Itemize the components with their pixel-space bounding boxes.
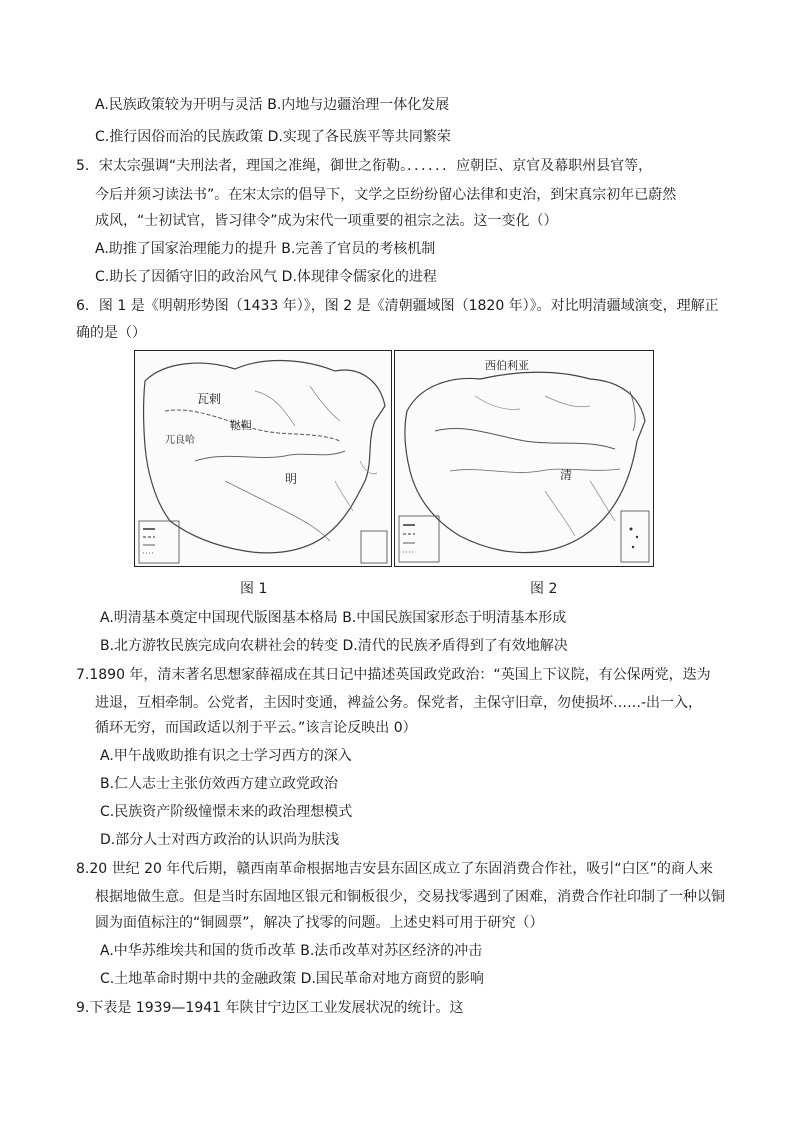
- q5-options-ab: A.助推了国家治理能力的提升 B.完善了官员的考核机制: [95, 241, 436, 257]
- q7-stem-line2: 进退，互相牵制。公党者，主因时变通，裨益公务。保党者，主保守旧章，勿使损坏……-出一入，: [95, 695, 703, 711]
- q7-option-a: A.甲午战败助推有识之士学习西方的深入: [100, 748, 352, 764]
- qing-map-figure: [394, 350, 654, 567]
- q8-options-cd: C.土地革命时期中共的金融政策 D.国民革命对地方商贸的影响: [100, 971, 484, 987]
- q7-option-d: D.部分人士对西方政治的认识尚为肤浅: [100, 832, 340, 848]
- q4-options-ab: A.民族政策较为开明与灵活 B.内地与边疆治理一体化发展: [95, 97, 450, 113]
- q5-options-cd: C.助长了因循守旧的政治风气 D.体现律令儒家化的进程: [95, 269, 437, 285]
- ming-map-label-ming: 明: [285, 472, 298, 486]
- qing-map-label-siberia: 西伯利亚: [485, 359, 529, 372]
- q6-options-ab: A.明清基本奠定中国现代版图基本格局 B.中国民族国家形态于明清基本形成: [100, 610, 567, 626]
- q5-stem-line2: 今后并须习读法书”。在宋太宗的倡导下，文学之臣纷纷留心法律和吏治，到宋真宗初年已蔚然: [95, 187, 677, 203]
- q7-stem-line3: 循环无穷，而国政适以剂于平云。”该言论反映出 0）: [95, 720, 417, 736]
- q6-stem-line1: 6．图 1 是《明朝形势图（1433 年）》，图 2 是《清朝疆域图（1820 年）》。对比明清疆域演变，理解正: [76, 298, 719, 314]
- q5-stem-line1: 5．宋太宗强调“夫刑法者，理国之准绳，御世之衔勒。．．．．．．应朝臣、京官及幕职州县官等，: [76, 158, 653, 174]
- figure-2-caption: 图 2: [530, 581, 558, 597]
- qing-map-drawing: [395, 351, 653, 566]
- q8-options-ab: A.中华苏维埃共和国的货币改革 B.法币改革对苏区经济的冲击: [100, 943, 483, 959]
- q4-options-cd: C.推行因俗而治的民族政策 D.实现了各民族平等共同繁荣: [95, 129, 451, 145]
- q7-stem-line1: 7.1890 年，清末著名思想家薛福成在其日记中描述英国政党政治：“英国上下议院，有公保两党，迭为: [76, 667, 711, 683]
- ming-map-label-uriankhai: 兀良哈: [165, 435, 195, 446]
- q8-stem-line1: 8.20 世纪 20 年代后期，赣西南革命根据地吉安县东固区成立了东固消费合作社，吸引“白区”的商人来: [76, 861, 713, 877]
- q7-option-c: C.民族资产阶级憧憬未来的政治理想模式: [100, 804, 353, 820]
- ming-map-label-oirat: 瓦剌: [197, 392, 222, 406]
- ming-map-label-tatar: 鞑靼: [230, 419, 252, 432]
- q8-stem-line3: 圆为面值标注的“铜圆票”，解决了找零的问题。上述史料可用于研究（）: [95, 915, 544, 931]
- q7-option-b: B.仁人志士主张仿效西方建立政党政治: [100, 776, 339, 792]
- q6-options-cd: B.北方游牧民族完成向农耕社会的转变 D.清代的民族矛盾得到了有效地解决: [100, 638, 568, 654]
- q8-stem-line2: 根据地做生意。但是当时东固地区银元和铜板很少，交易找零遇到了困难，消费合作社印制了一种以铜: [95, 889, 725, 905]
- ming-map-drawing: [135, 351, 391, 566]
- q5-stem-line3: 成风，“士初试官，皆习律令”成为宋代一项重要的祖宗之法。这一变化（）: [95, 213, 558, 229]
- q6-stem-line2: 确的是（）: [76, 325, 146, 341]
- ming-map-figure: [134, 350, 392, 567]
- qing-map-label-qing: 清: [560, 468, 573, 482]
- q9-stem-line1: 9.下表是 1939—1941 年陕甘宁边区工业发展状况的统计。这: [76, 1000, 464, 1016]
- figure-1-caption: 图 1: [240, 581, 268, 597]
